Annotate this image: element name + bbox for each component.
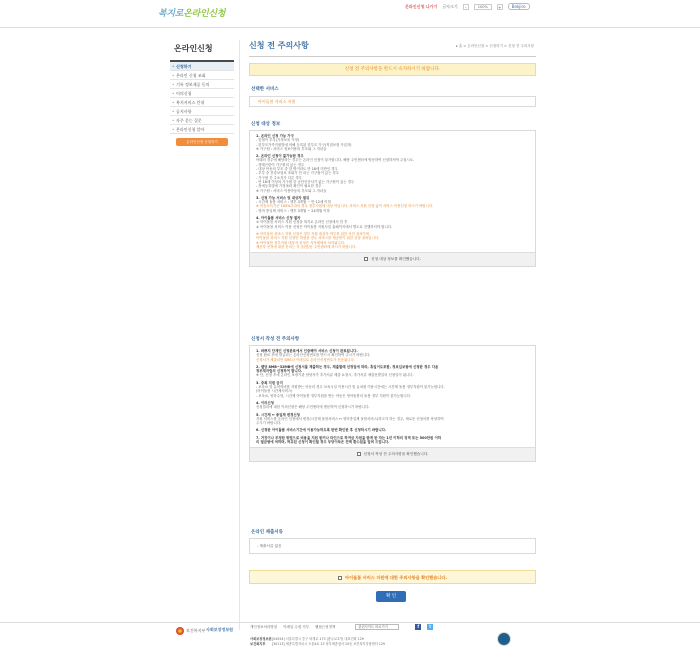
content-divider: [239, 40, 240, 630]
content-line-heading: 7. 거짓이나 부정한 방법으로 비용을 지원 받거나 타인으로 하여금 지원을 받게 한 자는 1년 이하의 징역 또는 500만원 이하: [256, 435, 441, 440]
content-line-heading: 3. 중복 지원 금지: [256, 380, 283, 385]
content-line-heading: 6. 신청한 아이돌봄 서비스기간에 이용가능하도록 한번 확인한 후 신청하시기 바랍니다.: [256, 428, 387, 433]
sidebar-item-faq[interactable]: • 자주 묻는 질문: [170, 116, 234, 125]
content-line: - 영아 종일제 서비스 : 생후 3개월 ~ 24개월 이하: [256, 208, 330, 213]
sidebar-item-objection[interactable]: • 이의신청: [170, 89, 234, 98]
sidebar-item-services[interactable]: • 복지서비스 안내: [170, 98, 234, 107]
content-line-heading: 3. 신청 가능 서비스 및 대상자 범위: [256, 195, 310, 200]
sidebar-item-consent[interactable]: • 기록 정보제공 동의: [170, 80, 234, 89]
content-line: 신청결과에 대한 이의신청은 해당 주민센터에 방문하여 신청하시기 바랍니다.: [256, 405, 370, 410]
content-line: ※ 아이돌봄 정부지원 대상자 선정은 지자체에서 처리됩니다.: [256, 240, 345, 245]
zoom-label: 글자크기: [442, 3, 458, 9]
breadcrumb: ▸ 홈 > 온라인신청 > 신청하기 > 신청 전 주의사항: [455, 44, 534, 48]
content-line: 주시기 바랍니다.: [256, 421, 282, 426]
zoom-in-button[interactable]: +: [498, 4, 502, 10]
cautions-checkbox[interactable]: [357, 452, 361, 456]
sidebar-item-guide[interactable]: • 온라인신청 알아: [170, 125, 234, 134]
exit-online-link[interactable]: 온라인신청 나가기: [405, 3, 438, 9]
site-logo[interactable]: [158, 6, 225, 19]
certification-seal-icon: [497, 632, 511, 646]
address-line-ssis: [04554] 서울특별시 중구 퇴계로 173 (충무로3가) 대표전화 129: [272, 637, 364, 641]
content-line: ※ 아동소득기준 100%초과의 경우 정부지원에 대상 아닙니다. 서비스 지원 신청 없이 서비스 이용신청 하시기 바랍니다.: [256, 204, 434, 209]
content-line: - 시간제 돌봄 서비스 : 생후 3개월 ~ 만 12세 이하: [256, 200, 331, 205]
address-line-mohw: [30113] 세종특별자치시 도움4로 13 정부세종청사 10동 보건복지상담센터 129: [272, 641, 385, 646]
sidebar-apply-button[interactable]: 온라인신청 신청하기: [176, 138, 228, 146]
eligibility-confirm-row[interactable]: [250, 252, 535, 266]
content-line: - 대상 아동의 부모 중 한 명이라도 만 18세 미만인 경우: [256, 167, 338, 172]
final-agree-checkbox[interactable]: [338, 576, 342, 580]
sidebar-item-notice[interactable]: • 공지사항: [170, 107, 234, 116]
content-line: ※ 단, 신청 후에 온라인 보장기관 담당자가 추가서류 제출 요청시, 추가서류 제출문발일의 신청일이 됩니다.: [256, 373, 414, 378]
content-line: - 가구원 간 주소지가 다른 경우: [256, 175, 302, 180]
twitter-icon[interactable]: t: [427, 624, 433, 630]
footer-address: [250, 637, 385, 646]
address-label-ssis: 사회보장정보원: [250, 637, 272, 641]
eligibility-heading: 신청 대상 정보: [251, 122, 281, 127]
cautions-confirm-label: 신청서 작성 전 주의사항을 확인했습니다.: [363, 452, 429, 457]
sidebar-item-status[interactable]: • 온라인 신청 조회: [170, 71, 234, 80]
footer-divider: [0, 622, 700, 623]
footer-links: [250, 624, 433, 630]
sidebar-title: 온라인신청: [170, 40, 234, 62]
content-line-heading: 5. 시간제 ↔ 종일제 변경신청: [256, 412, 300, 417]
main-content: [249, 40, 536, 599]
footer-logo-mohw[interactable]: [176, 627, 205, 635]
page-title: 신청 전 주의사항: [249, 41, 309, 50]
content-line: - 만 18세 이상의 가구원 중 공단인증서가 없는 가구원이 있는 경우: [256, 179, 355, 184]
eligibility-box: [249, 130, 536, 267]
related-site-select[interactable]: 관련사이트 바로가기: [355, 624, 399, 630]
content-line: 아래의 경우에 해당하는 경우는 온라인 신청이 불가합니다. 해당 주민센터에 방문하여 신청하셔야 주십시오.: [256, 158, 415, 163]
content-line-heading: 의 벌금형에 처하며, 허위된 신청이 확인될 경우 부당이득은 전액 환수됨을 알려 드립니다.: [256, 440, 390, 445]
zoom-out-button[interactable]: -: [463, 4, 469, 10]
cautions-content: [250, 346, 535, 447]
cautions-box: [249, 345, 536, 462]
selected-service-value: 아이돌봄 서비스 지원: [249, 96, 536, 107]
facebook-icon[interactable]: f: [415, 624, 421, 630]
content-line: ※ 아이돌봄 서비스 지원 신청은 정부 지원 대상자 여부를 위한 사전 절차이며,: [256, 231, 371, 236]
content-line-heading: 2. 웹당 8MB~32MB에 신청서를 제출하는 경우, 제출할때 선정일에 따라, 휴일이도포함, 정보입보험에 신청한 경우 다음: [256, 364, 439, 369]
content-line: - 보육료 및 유아학비를 지원받는 아동의 경우 보육시설 이용시간 및 유치원 이용시간에는 시간제 돌봄 정부지원이 불가능합니다.: [256, 385, 445, 390]
zoom-value: 100%: [474, 4, 492, 10]
content-line: - 생계곤란이 가구원의 있는 경우: [256, 162, 305, 167]
content-line: 신청서가 제출되면 SMS나 이메일로 온라인신청번호가 전송됩니다.: [256, 357, 355, 362]
footer-link-email[interactable]: 이메일 수집 거부: [283, 624, 309, 629]
documents-heading: 온라인 제출서류: [251, 530, 283, 535]
content-line: ※ 가구원 : 서비스 이용아동의 부모와 그 자녀들: [256, 188, 327, 193]
selected-service-heading: 선택한 서비스: [251, 87, 279, 92]
sidebar: [170, 40, 234, 146]
notice-banner: 신청 전 주의사항을 반드시 숙지하시기 바랍니다.: [249, 63, 536, 76]
content-line: - 부부 중 건강보험료 조회가 안 되는 가구원이 있는 경우: [256, 171, 339, 176]
footer-link-accessibility[interactable]: 웹접근성정책: [314, 624, 336, 629]
cautions-heading: 신청서 작성 전 주의사항: [251, 337, 300, 342]
content-line: - 보육료, 양육수당, 시간제 아이돌봄 정부지원을 받는 아동은 영아돌봄의 돌봄 정부 지원이 불가능합니다.: [256, 393, 411, 398]
content-line: 지원 서비스를 온라인 신청에서 변경(시간제 돌봄서비스 ↔ 영아종일제 돌봄서비스)하고자 하는 경우, 새로운 신청서를 작성하여: [256, 416, 444, 421]
address-label-mohw: 보건복지부: [250, 641, 266, 646]
content-line: - 맞벌이 부부(가정보육 가정): [256, 138, 300, 143]
eligibility-content: [250, 131, 535, 252]
content-line: 제공자 선정에 대한 문의는 각 읍/면/동 주민센터에 하시기 바랍니다.: [256, 244, 357, 249]
content-line-heading: 1. 바쁘지 단계인 신청완료에서 인증해야 서비스 신청이 완료됩니다.: [256, 349, 358, 353]
logo-text-bokjiro: 복지로: [158, 9, 184, 19]
final-agree-row[interactable]: [249, 570, 536, 584]
content-line: (아이돌봄 시간제서비스): [256, 389, 293, 394]
mohw-emblem-icon: [176, 627, 184, 635]
content-line: ※ 가구원 : 서비스 정보이용의 부모와 그 자녀들: [256, 146, 327, 151]
content-line: [256, 440, 529, 444]
top-utility-bar: [405, 3, 530, 10]
footer-logo-ssis[interactable]: 사회보장정보원: [206, 627, 234, 632]
content-line-heading: 1. 온라인 신청 가능 가구: [256, 134, 294, 138]
content-line: - 한부모가족지원법에 의해 등록된 한부모 가구(직접보험 가입자): [256, 142, 352, 147]
content-line: - 장애등록법에 가정폭력 확인이 필요한 경우: [256, 184, 322, 189]
eligibility-checkbox[interactable]: [364, 257, 368, 261]
content-line: 아이돌봄 서비스 지원 신청만 하셨을 경우 서비스를 제공받기 위한 신청 절차입니다.: [256, 236, 380, 241]
content-line-heading: 4. 아이돌봄 서비스 신청 절차: [256, 216, 301, 221]
content-line-heading: 정부재자립의 신청하여 합니다.: [256, 369, 303, 374]
header-divider: [0, 27, 700, 28]
sidebar-item-apply[interactable]: • 신청하기: [170, 62, 234, 71]
content-line-heading: 2. 온라인 신청이 불가능한 경우: [256, 154, 304, 159]
footer-logo-mohw-text: 보건복지부: [186, 628, 206, 633]
title-divider: [249, 56, 536, 57]
cautions-confirm-row[interactable]: [250, 447, 535, 461]
confirm-button[interactable]: 확 인: [376, 591, 406, 602]
content-line-heading: 4. 이의신청: [256, 400, 274, 405]
eligibility-confirm-label: 신청 대상 정보를 확인했습니다.: [371, 257, 421, 262]
content-line: ① 아이돌봄 서비스 지원 신청을 복지로 온라인 신청에서 한 후: [256, 220, 348, 225]
documents-value: - 제출서류 없음: [249, 538, 536, 554]
footer-link-privacy[interactable]: 개인정보처리방침: [250, 624, 278, 629]
final-agree-label: 아이돌봄 서비스 지원에 대한 주의사항을 확인했습니다.: [345, 575, 447, 580]
bokjiro-home-link[interactable]: Bokjiro: [508, 3, 530, 10]
logo-text-online: 온라인신청: [183, 9, 226, 19]
content-line: 신청 완료 후에 발급되는 온라인신청번호를 반드시 확인하여 주시기 바랍니다.: [256, 353, 371, 358]
content-line: ② 아이돌봄 서비스 이용 신청은 아이돌봄 지원사업 홈페이지에서 별도로 진행하셔야 합니다.: [256, 224, 393, 229]
